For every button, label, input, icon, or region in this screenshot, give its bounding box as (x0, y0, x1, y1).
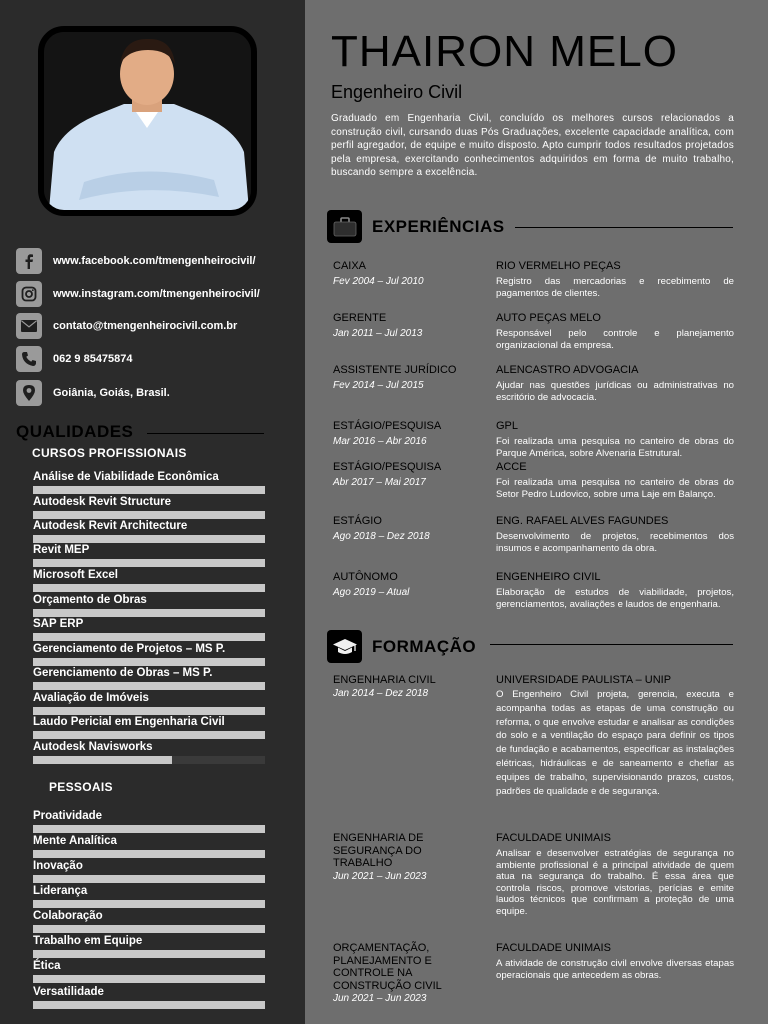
experience-company: RIO VERMELHO PEÇAS (496, 260, 621, 272)
experience-position: GERENTE (333, 312, 387, 324)
education-right (496, 942, 734, 981)
skill-item (33, 519, 265, 543)
experience-dates: Fev 2014 – Jul 2015 (333, 380, 424, 391)
skill-level-fill (33, 682, 265, 690)
skill-level-bar (33, 850, 265, 858)
education-title: FORMAÇÃO (372, 636, 477, 656)
summary-text: Graduado em Engenharia Civil, concluído os melhores cursos relacionados a construção civil, cursando duas Pós Graduações, excelente capacidade analítica, com perfil agregador, de equipe e muito disposto. Apto cumprir todos resultados projetados pela empresa, exercitando conhecimentos adquiridos em forma de muito trabalho, buscando sempre a excelência. (331, 113, 734, 179)
skill-level-fill (33, 1001, 265, 1009)
skill-level-bar (33, 682, 265, 690)
contact-phone[interactable] (16, 346, 133, 372)
experience-dates: Fev 2004 – Jul 2010 (333, 276, 424, 287)
skill-item (33, 495, 265, 519)
skill-level-bar (33, 756, 265, 764)
contact-instagram-text[interactable]: www.instagram.com/tmengenheirocivil/ (53, 288, 260, 300)
skill-level-fill (33, 875, 265, 883)
skill-level-fill (33, 756, 172, 764)
skill-item (33, 859, 265, 883)
education-description: O Engenheiro Civil projeta, gerencia, executa e acompanha todas as etapas de uma construção ou reforma, o que envolve estudar e analisar as condições do solo e a ventilação do espaço para definir os tipos de fundação e acabamentos, especificar as instalações elétricas, hidráulicas e de saneamento e chefiar as equipes de trabalho, supervisionando prazos, custos, padrões de qualidade e de segurança. (496, 689, 734, 797)
skill-label: Microsoft Excel (33, 569, 118, 581)
skill-label: Autodesk Revit Structure (33, 496, 172, 508)
skill-level-bar (33, 925, 265, 933)
education-dates: Jun 2021 – Jun 2023 (333, 870, 427, 882)
skill-level-bar (33, 900, 265, 908)
person-name: THAIRON MELO (331, 27, 678, 76)
skill-label: Colaboração (33, 910, 103, 922)
contact-facebook[interactable] (16, 248, 256, 274)
qualities-title: QUALIDADES (16, 422, 134, 441)
experience-dates: Jan 2011 – Jul 2013 (333, 328, 423, 339)
personal-title: PESSOAIS (49, 780, 113, 794)
experience-title: EXPERIÊNCIAS (372, 216, 505, 236)
education-dates: Jan 2014 – Dez 2018 (333, 687, 429, 699)
skill-level-fill (33, 707, 265, 715)
experience-right (496, 420, 734, 459)
location-icon (16, 380, 42, 406)
experience-company: GPL (496, 420, 519, 432)
skill-item (33, 543, 265, 567)
skill-level-bar (33, 609, 265, 617)
experience-company: ACCE (496, 461, 527, 473)
skill-item (33, 593, 265, 617)
main-content (305, 0, 768, 1024)
skill-label: Ética (33, 960, 61, 972)
experience-right (496, 364, 734, 403)
skill-label: Inovação (33, 860, 83, 872)
education-divider (490, 644, 733, 645)
education-description: Analisar e desenvolver estratégias de segurança no ambiente profissional é a principal atividade de quem atua na segurança do trabalho. É essa área que controla riscos, promove vistorias, perícias e emite laudos técnicos que confirmam a proteção de uma equipe. (496, 848, 734, 917)
skill-level-fill (33, 925, 265, 933)
skill-level-fill (33, 609, 265, 617)
courses-title: CURSOS PROFISSIONAIS (32, 446, 187, 460)
experience-position: CAIXA (333, 260, 367, 272)
skill-level-fill (33, 950, 265, 958)
experience-description: Registro das mercadorias e recebimento de pagamentos de clientes. (496, 276, 734, 299)
education-course: ENGENHARIA CIVIL (333, 674, 436, 686)
experience-right (496, 571, 734, 610)
experience-position: ASSISTENTE JURÍDICO (333, 364, 457, 376)
experience-company: AUTO PEÇAS MELO (496, 312, 601, 324)
skill-level-fill (33, 658, 265, 666)
experience-left (333, 571, 483, 599)
experience-description: Elaboração de estudos de viabilidade, projetos, gerenciamentos, avaliações e laudos de engenharia. (496, 587, 734, 610)
skill-label: Orçamento de Obras (33, 594, 147, 606)
experience-description: Responsável pelo controle e planejamento organizacional da empresa. (496, 328, 734, 351)
qualities-divider (147, 433, 264, 434)
experience-company: ENG. RAFAEL ALVES FAGUNDES (496, 515, 669, 527)
skill-level-fill (33, 486, 265, 494)
skill-level-bar (33, 559, 265, 567)
skill-level-fill (33, 535, 265, 543)
facebook-icon (16, 248, 42, 274)
skill-level-bar (33, 535, 265, 543)
skill-level-bar (33, 825, 265, 833)
experience-position: ESTÁGIO/PESQUISA (333, 420, 442, 432)
skill-level-bar (33, 486, 265, 494)
skill-item (33, 909, 265, 933)
skill-level-fill (33, 825, 265, 833)
skill-item (33, 470, 265, 494)
education-course: ENGENHARIA DE SEGURANÇA DO TRABALHO (333, 832, 424, 869)
skill-label: Gerenciamento de Obras – MS P. (33, 667, 213, 679)
experience-right (496, 461, 734, 500)
experience-description: Foi realizada uma pesquisa no canteiro de obras do Setor Pedro Ludovico, sobre uma Laje em Balanço. (496, 477, 734, 500)
skill-label: Proatividade (33, 810, 103, 822)
skill-level-fill (33, 900, 265, 908)
education-right (496, 832, 734, 918)
experience-position: ESTÁGIO (333, 515, 382, 527)
experience-left (333, 312, 483, 340)
skill-level-bar (33, 707, 265, 715)
contact-email[interactable] (16, 313, 237, 339)
skill-label: Autodesk Revit Architecture (33, 520, 188, 532)
person-role: Engenheiro Civil (331, 82, 463, 102)
education-left (333, 832, 443, 883)
skill-label: Liderança (33, 885, 88, 897)
skill-label: Laudo Pericial em Engenharia Civil (33, 716, 225, 728)
education-left (333, 942, 443, 1005)
phone-icon (16, 346, 42, 372)
experience-header (327, 210, 505, 243)
skill-item (33, 691, 265, 715)
skill-item (33, 884, 265, 908)
skill-level-bar (33, 1001, 265, 1009)
skill-item (33, 934, 265, 958)
skill-level-bar (33, 975, 265, 983)
skill-label: Mente Analítica (33, 835, 117, 847)
skill-label: Revit MEP (33, 544, 90, 556)
experience-dates: Mar 2016 – Abr 2016 (333, 436, 427, 447)
instagram-icon (16, 281, 42, 307)
education-header (327, 630, 476, 663)
skill-item (33, 617, 265, 641)
contact-phone-text[interactable]: 062 9 85475874 (53, 353, 133, 365)
skill-label: Avaliação de Imóveis (33, 692, 149, 704)
skill-level-bar (33, 584, 265, 592)
skill-label: Análise de Viabilidade Econômica (33, 471, 219, 483)
skill-level-fill (33, 511, 265, 519)
education-description: A atividade de construção civil envolve diversas etapas operacionais que antecedem as obras. (496, 958, 734, 981)
skill-item (33, 715, 265, 739)
experience-dates: Ago 2019 – Atual (333, 587, 410, 598)
education-course: ORÇAMENTAÇÃO, PLANEJAMENTO E CONTROLE NA CONSTRUÇÃO CIVIL (333, 942, 442, 992)
experience-right (496, 515, 734, 554)
education-institution: FACULDADE UNIMAIS (496, 942, 611, 954)
skill-level-fill (33, 850, 265, 858)
email-icon (16, 313, 42, 339)
education-left (333, 674, 443, 700)
education-right (496, 674, 734, 798)
experience-dates: Abr 2017 – Mai 2017 (333, 477, 426, 488)
education-dates: Jun 2021 – Jun 2023 (333, 993, 427, 1004)
skill-level-fill (33, 731, 265, 739)
sidebar (0, 0, 305, 1024)
education-institution: UNIVERSIDADE PAULISTA – UNIP (496, 674, 672, 686)
experience-position: AUTÔNOMO (333, 571, 398, 583)
experience-divider (515, 227, 733, 228)
skill-label: SAP ERP (33, 618, 84, 630)
experience-left (333, 260, 483, 288)
experience-left (333, 364, 483, 392)
experience-left (333, 420, 483, 448)
skill-label: Versatilidade (33, 986, 104, 998)
contact-email-text[interactable]: contato@tmengenheirocivil.com.br (53, 320, 238, 332)
skill-level-bar (33, 731, 265, 739)
contact-instagram[interactable] (16, 281, 260, 307)
experience-left (333, 461, 483, 489)
skill-item (33, 985, 265, 1009)
experience-company: ENGENHEIRO CIVIL (496, 571, 601, 583)
skill-level-bar (33, 950, 265, 958)
education-institution: FACULDADE UNIMAIS (496, 832, 611, 844)
experience-position: ESTÁGIO/PESQUISA (333, 461, 442, 473)
briefcase-icon (327, 210, 362, 243)
experience-company: ALENCASTRO ADVOGACIA (496, 364, 639, 376)
skill-label: Gerenciamento de Projetos – MS P. (33, 643, 226, 655)
skill-level-bar (33, 875, 265, 883)
skill-item (33, 642, 265, 666)
experience-description: Ajudar nas questões jurídicas ou administrativas no escritório de advocacia. (496, 380, 734, 403)
skill-item (33, 834, 265, 858)
skill-level-bar (33, 633, 265, 641)
skill-item (33, 959, 265, 983)
skill-item (33, 740, 265, 764)
experience-left (333, 515, 483, 543)
skill-level-bar (33, 511, 265, 519)
contact-location (16, 380, 170, 406)
skill-level-fill (33, 559, 265, 567)
skill-level-bar (33, 658, 265, 666)
profile-photo (38, 26, 257, 216)
experience-description: Foi realizada uma pesquisa no canteiro de obras do Parque América, sobre Alvenaria Estrutural. (496, 436, 734, 459)
experience-dates: Ago 2018 – Dez 2018 (333, 531, 430, 542)
skill-label: Autodesk Navisworks (33, 741, 153, 753)
skill-level-fill (33, 975, 265, 983)
skill-item (33, 809, 265, 833)
experience-description: Desenvolvimento de projetos, recebimentos dos insumos e acompanhamento da obra. (496, 531, 734, 554)
contact-location-text: Goiânia, Goiás, Brasil. (53, 387, 170, 399)
skill-item (33, 666, 265, 690)
experience-right (496, 260, 734, 299)
skill-item (33, 568, 265, 592)
skill-level-fill (33, 633, 265, 641)
contact-facebook-text[interactable]: www.facebook.com/tmengenheirocivil/ (53, 255, 256, 267)
experience-right (496, 312, 734, 351)
graduation-cap-icon (327, 630, 362, 663)
skill-label: Trabalho em Equipe (33, 935, 143, 947)
skill-level-fill (33, 584, 265, 592)
